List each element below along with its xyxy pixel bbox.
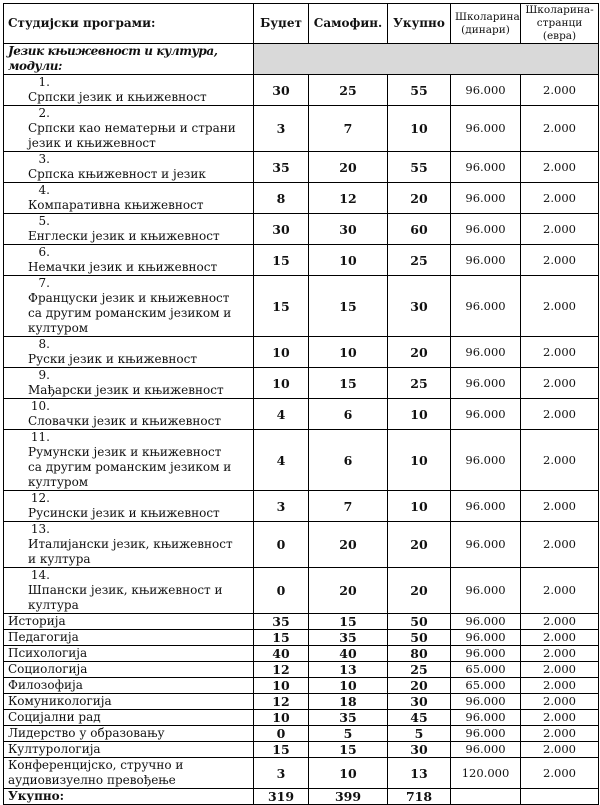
fee-eur-cell: 2.000 bbox=[521, 742, 599, 758]
fee-eur-cell: 2.000 bbox=[521, 630, 599, 646]
selffin-cell: 30 bbox=[309, 214, 388, 245]
fee-rsd-cell: 96.000 bbox=[451, 630, 521, 646]
budget-cell: 0 bbox=[254, 522, 309, 568]
program-row bbox=[4, 742, 599, 758]
fee-rsd-cell: 96.000 bbox=[451, 245, 521, 276]
total-cell: 60 bbox=[388, 214, 451, 245]
budget-cell: 40 bbox=[254, 646, 309, 662]
total-cell: 20 bbox=[388, 568, 451, 614]
program-name bbox=[4, 337, 254, 368]
module-row bbox=[4, 214, 599, 245]
fee-eur-cell: 2.000 bbox=[521, 491, 599, 522]
fee-eur-cell: 2.000 bbox=[521, 152, 599, 183]
program-row bbox=[4, 758, 599, 789]
fee-rsd-cell: 65.000 bbox=[451, 678, 521, 694]
fee-eur-cell: 2.000 bbox=[521, 678, 599, 694]
program-name bbox=[4, 399, 254, 430]
module-row bbox=[4, 337, 599, 368]
module-label: Српски као нематерњи и страни језик и књижевност bbox=[28, 121, 236, 150]
module-label: Румунски језик и књижевност са другим романским језиком и културом bbox=[28, 445, 232, 489]
fee-eur-cell: 2.000 bbox=[521, 106, 599, 152]
budget-cell: 30 bbox=[254, 214, 309, 245]
selffin-cell: 20 bbox=[309, 522, 388, 568]
fee-eur-cell: 2.000 bbox=[521, 646, 599, 662]
header-program: Студијски програми: bbox=[4, 4, 254, 44]
program-row bbox=[4, 662, 599, 678]
total-cell: 30 bbox=[388, 694, 451, 710]
program-row bbox=[4, 710, 599, 726]
fee-eur-cell: 2.000 bbox=[521, 726, 599, 742]
program-row bbox=[4, 646, 599, 662]
fee-rsd-cell: 96.000 bbox=[451, 646, 521, 662]
selffin-cell: 15 bbox=[309, 368, 388, 399]
fee-rsd-cell: 96.000 bbox=[451, 337, 521, 368]
fee-rsd-cell: 120.000 bbox=[451, 758, 521, 789]
fee-eur-cell: 2.000 bbox=[521, 368, 599, 399]
selffin-cell: 25 bbox=[309, 75, 388, 106]
program-name: Социологија bbox=[4, 662, 254, 678]
fee-rsd-cell: 96.000 bbox=[451, 430, 521, 491]
program-row bbox=[4, 630, 599, 646]
totals-label: Укупно: bbox=[4, 789, 254, 805]
fee-eur-cell: 2.000 bbox=[521, 710, 599, 726]
selffin-cell: 10 bbox=[309, 678, 388, 694]
fee-eur-cell: 2.000 bbox=[521, 337, 599, 368]
total-cell: 25 bbox=[388, 662, 451, 678]
header-fee-rsd: Школарина (динари) bbox=[451, 4, 521, 44]
fee-rsd-cell: 96.000 bbox=[451, 368, 521, 399]
budget-cell: 0 bbox=[254, 726, 309, 742]
budget-cell: 8 bbox=[254, 183, 309, 214]
program-name: Филозофија bbox=[4, 678, 254, 694]
module-label: Руски језик и књижевност bbox=[28, 352, 197, 366]
fee-rsd-cell: 96.000 bbox=[451, 491, 521, 522]
module-index: 10. bbox=[30, 399, 50, 413]
total-cell: 20 bbox=[388, 183, 451, 214]
module-row bbox=[4, 152, 599, 183]
budget-cell: 4 bbox=[254, 430, 309, 491]
budget-cell: 15 bbox=[254, 276, 309, 337]
module-row bbox=[4, 399, 599, 430]
fee-eur-cell: 2.000 bbox=[521, 399, 599, 430]
selffin-cell: 40 bbox=[309, 646, 388, 662]
budget-cell: 15 bbox=[254, 245, 309, 276]
fee-rsd-cell: 96.000 bbox=[451, 522, 521, 568]
module-index: 4. bbox=[38, 183, 50, 197]
module-index: 2. bbox=[38, 106, 50, 120]
selffin-cell: 12 bbox=[309, 183, 388, 214]
module-row bbox=[4, 430, 599, 491]
fee-rsd-cell: 96.000 bbox=[451, 276, 521, 337]
total-cell: 25 bbox=[388, 245, 451, 276]
study-programs-table bbox=[3, 3, 599, 805]
fee-rsd-cell: 96.000 bbox=[451, 106, 521, 152]
module-index: 1. bbox=[38, 75, 50, 89]
module-index: 8. bbox=[38, 337, 50, 351]
header-total: Укупно bbox=[388, 4, 451, 44]
budget-cell: 35 bbox=[254, 614, 309, 630]
program-name: Конференцијско, стручно и аудиовизуелно превођење bbox=[4, 758, 254, 789]
selffin-cell: 15 bbox=[309, 276, 388, 337]
total-cell: 30 bbox=[388, 742, 451, 758]
budget-cell: 10 bbox=[254, 710, 309, 726]
selffin-cell: 10 bbox=[309, 758, 388, 789]
fee-eur-cell: 2.000 bbox=[521, 614, 599, 630]
fee-rsd-cell: 96.000 bbox=[451, 710, 521, 726]
module-label: Енглески језик и књижевност bbox=[28, 229, 220, 243]
budget-cell: 15 bbox=[254, 630, 309, 646]
selffin-cell: 5 bbox=[309, 726, 388, 742]
total-cell: 13 bbox=[388, 758, 451, 789]
total-cell: 10 bbox=[388, 430, 451, 491]
selffin-cell: 15 bbox=[309, 614, 388, 630]
header-row bbox=[4, 4, 599, 44]
selffin-cell: 13 bbox=[309, 662, 388, 678]
module-label: Српска књижевност и језик bbox=[28, 167, 206, 181]
header-fee-foreign: Школарина- странци (евра) bbox=[521, 4, 599, 44]
fee-eur-cell: 2.000 bbox=[521, 183, 599, 214]
fee-eur-cell: 2.000 bbox=[521, 214, 599, 245]
selffin-cell: 20 bbox=[309, 152, 388, 183]
module-index: 3. bbox=[38, 152, 50, 166]
empty-cell bbox=[451, 789, 521, 805]
module-row bbox=[4, 75, 599, 106]
module-label: Мађарски језик и књижевност bbox=[28, 383, 224, 397]
program-name bbox=[4, 245, 254, 276]
program-name: Културологија bbox=[4, 742, 254, 758]
program-name: Психологија bbox=[4, 646, 254, 662]
module-label: Русински језик и књижевност bbox=[28, 506, 220, 520]
section-row bbox=[4, 44, 599, 75]
totals-budget: 319 bbox=[254, 789, 309, 805]
module-row bbox=[4, 183, 599, 214]
program-name bbox=[4, 214, 254, 245]
fee-rsd-cell: 96.000 bbox=[451, 568, 521, 614]
totals-selffin: 399 bbox=[309, 789, 388, 805]
fee-eur-cell: 2.000 bbox=[521, 758, 599, 789]
budget-cell: 35 bbox=[254, 152, 309, 183]
program-name bbox=[4, 491, 254, 522]
section-fill bbox=[254, 44, 599, 75]
program-name: Комуникологија bbox=[4, 694, 254, 710]
budget-cell: 10 bbox=[254, 678, 309, 694]
total-cell: 50 bbox=[388, 614, 451, 630]
module-index: 12. bbox=[30, 491, 50, 505]
total-cell: 30 bbox=[388, 276, 451, 337]
module-row bbox=[4, 276, 599, 337]
total-cell: 10 bbox=[388, 399, 451, 430]
selffin-cell: 35 bbox=[309, 710, 388, 726]
selffin-cell: 18 bbox=[309, 694, 388, 710]
module-row bbox=[4, 106, 599, 152]
module-index: 7. bbox=[38, 276, 50, 290]
fee-rsd-cell: 96.000 bbox=[451, 742, 521, 758]
module-row bbox=[4, 522, 599, 568]
total-cell: 10 bbox=[388, 491, 451, 522]
section-title: Језик књижевност и култура, модули: bbox=[4, 44, 254, 75]
program-name bbox=[4, 568, 254, 614]
budget-cell: 30 bbox=[254, 75, 309, 106]
selffin-cell: 7 bbox=[309, 491, 388, 522]
selffin-cell: 6 bbox=[309, 399, 388, 430]
module-label: Шпански језик, књижевност и култура bbox=[28, 583, 223, 612]
fee-eur-cell: 2.000 bbox=[521, 522, 599, 568]
program-row bbox=[4, 678, 599, 694]
budget-cell: 3 bbox=[254, 491, 309, 522]
fee-rsd-cell: 96.000 bbox=[451, 75, 521, 106]
selffin-cell: 6 bbox=[309, 430, 388, 491]
budget-cell: 12 bbox=[254, 694, 309, 710]
budget-cell: 10 bbox=[254, 368, 309, 399]
program-name: Педагогија bbox=[4, 630, 254, 646]
module-index: 13. bbox=[30, 522, 50, 536]
selffin-cell: 7 bbox=[309, 106, 388, 152]
fee-rsd-cell: 65.000 bbox=[451, 662, 521, 678]
selffin-cell: 35 bbox=[309, 630, 388, 646]
program-name bbox=[4, 106, 254, 152]
total-cell: 20 bbox=[388, 522, 451, 568]
selffin-cell: 15 bbox=[309, 742, 388, 758]
program-name: Социјални рад bbox=[4, 710, 254, 726]
fee-rsd-cell: 96.000 bbox=[451, 694, 521, 710]
total-cell: 55 bbox=[388, 75, 451, 106]
total-cell: 80 bbox=[388, 646, 451, 662]
total-cell: 20 bbox=[388, 678, 451, 694]
program-name bbox=[4, 430, 254, 491]
empty-cell bbox=[521, 789, 599, 805]
selffin-cell: 10 bbox=[309, 245, 388, 276]
budget-cell: 4 bbox=[254, 399, 309, 430]
program-name: Лидерство у образовању bbox=[4, 726, 254, 742]
module-row bbox=[4, 491, 599, 522]
program-name bbox=[4, 276, 254, 337]
total-cell: 5 bbox=[388, 726, 451, 742]
fee-rsd-cell: 96.000 bbox=[451, 214, 521, 245]
module-index: 5. bbox=[38, 214, 50, 228]
budget-cell: 3 bbox=[254, 758, 309, 789]
total-cell: 20 bbox=[388, 337, 451, 368]
total-cell: 55 bbox=[388, 152, 451, 183]
totals-row bbox=[4, 789, 599, 805]
program-row bbox=[4, 694, 599, 710]
fee-eur-cell: 2.000 bbox=[521, 430, 599, 491]
total-cell: 25 bbox=[388, 368, 451, 399]
program-name bbox=[4, 152, 254, 183]
module-index: 14. bbox=[30, 568, 50, 582]
module-row bbox=[4, 368, 599, 399]
fee-eur-cell: 2.000 bbox=[521, 276, 599, 337]
totals-total: 718 bbox=[388, 789, 451, 805]
module-row bbox=[4, 245, 599, 276]
fee-eur-cell: 2.000 bbox=[521, 694, 599, 710]
fee-rsd-cell: 96.000 bbox=[451, 183, 521, 214]
program-name bbox=[4, 183, 254, 214]
module-label: Српски језик и књижевност bbox=[28, 90, 207, 104]
program-name bbox=[4, 522, 254, 568]
module-index: 6. bbox=[38, 245, 50, 259]
selffin-cell: 10 bbox=[309, 337, 388, 368]
total-cell: 50 bbox=[388, 630, 451, 646]
module-index: 11. bbox=[30, 430, 50, 444]
program-row bbox=[4, 726, 599, 742]
module-label: Компаративна књижевност bbox=[28, 198, 204, 212]
fee-rsd-cell: 96.000 bbox=[451, 399, 521, 430]
fee-eur-cell: 2.000 bbox=[521, 568, 599, 614]
budget-cell: 10 bbox=[254, 337, 309, 368]
header-selffin: Самофин. bbox=[309, 4, 388, 44]
fee-eur-cell: 2.000 bbox=[521, 75, 599, 106]
budget-cell: 3 bbox=[254, 106, 309, 152]
budget-cell: 15 bbox=[254, 742, 309, 758]
module-row bbox=[4, 568, 599, 614]
total-cell: 45 bbox=[388, 710, 451, 726]
module-label: Италијански језик, књижевност и култура bbox=[28, 537, 233, 566]
total-cell: 10 bbox=[388, 106, 451, 152]
budget-cell: 0 bbox=[254, 568, 309, 614]
budget-cell: 12 bbox=[254, 662, 309, 678]
selffin-cell: 20 bbox=[309, 568, 388, 614]
module-index: 9. bbox=[38, 368, 50, 382]
header-budget: Буџет bbox=[254, 4, 309, 44]
module-label: Немачки језик и књижевност bbox=[28, 260, 218, 274]
fee-rsd-cell: 96.000 bbox=[451, 152, 521, 183]
fee-eur-cell: 2.000 bbox=[521, 245, 599, 276]
program-name bbox=[4, 368, 254, 399]
fee-rsd-cell: 96.000 bbox=[451, 726, 521, 742]
fee-eur-cell: 2.000 bbox=[521, 662, 599, 678]
module-label: Француски језик и књижевност са другим романским језиком и културом bbox=[28, 291, 232, 335]
program-name: Историја bbox=[4, 614, 254, 630]
program-name bbox=[4, 75, 254, 106]
program-row bbox=[4, 614, 599, 630]
module-label: Словачки језик и књижевност bbox=[28, 414, 221, 428]
fee-rsd-cell: 96.000 bbox=[451, 614, 521, 630]
